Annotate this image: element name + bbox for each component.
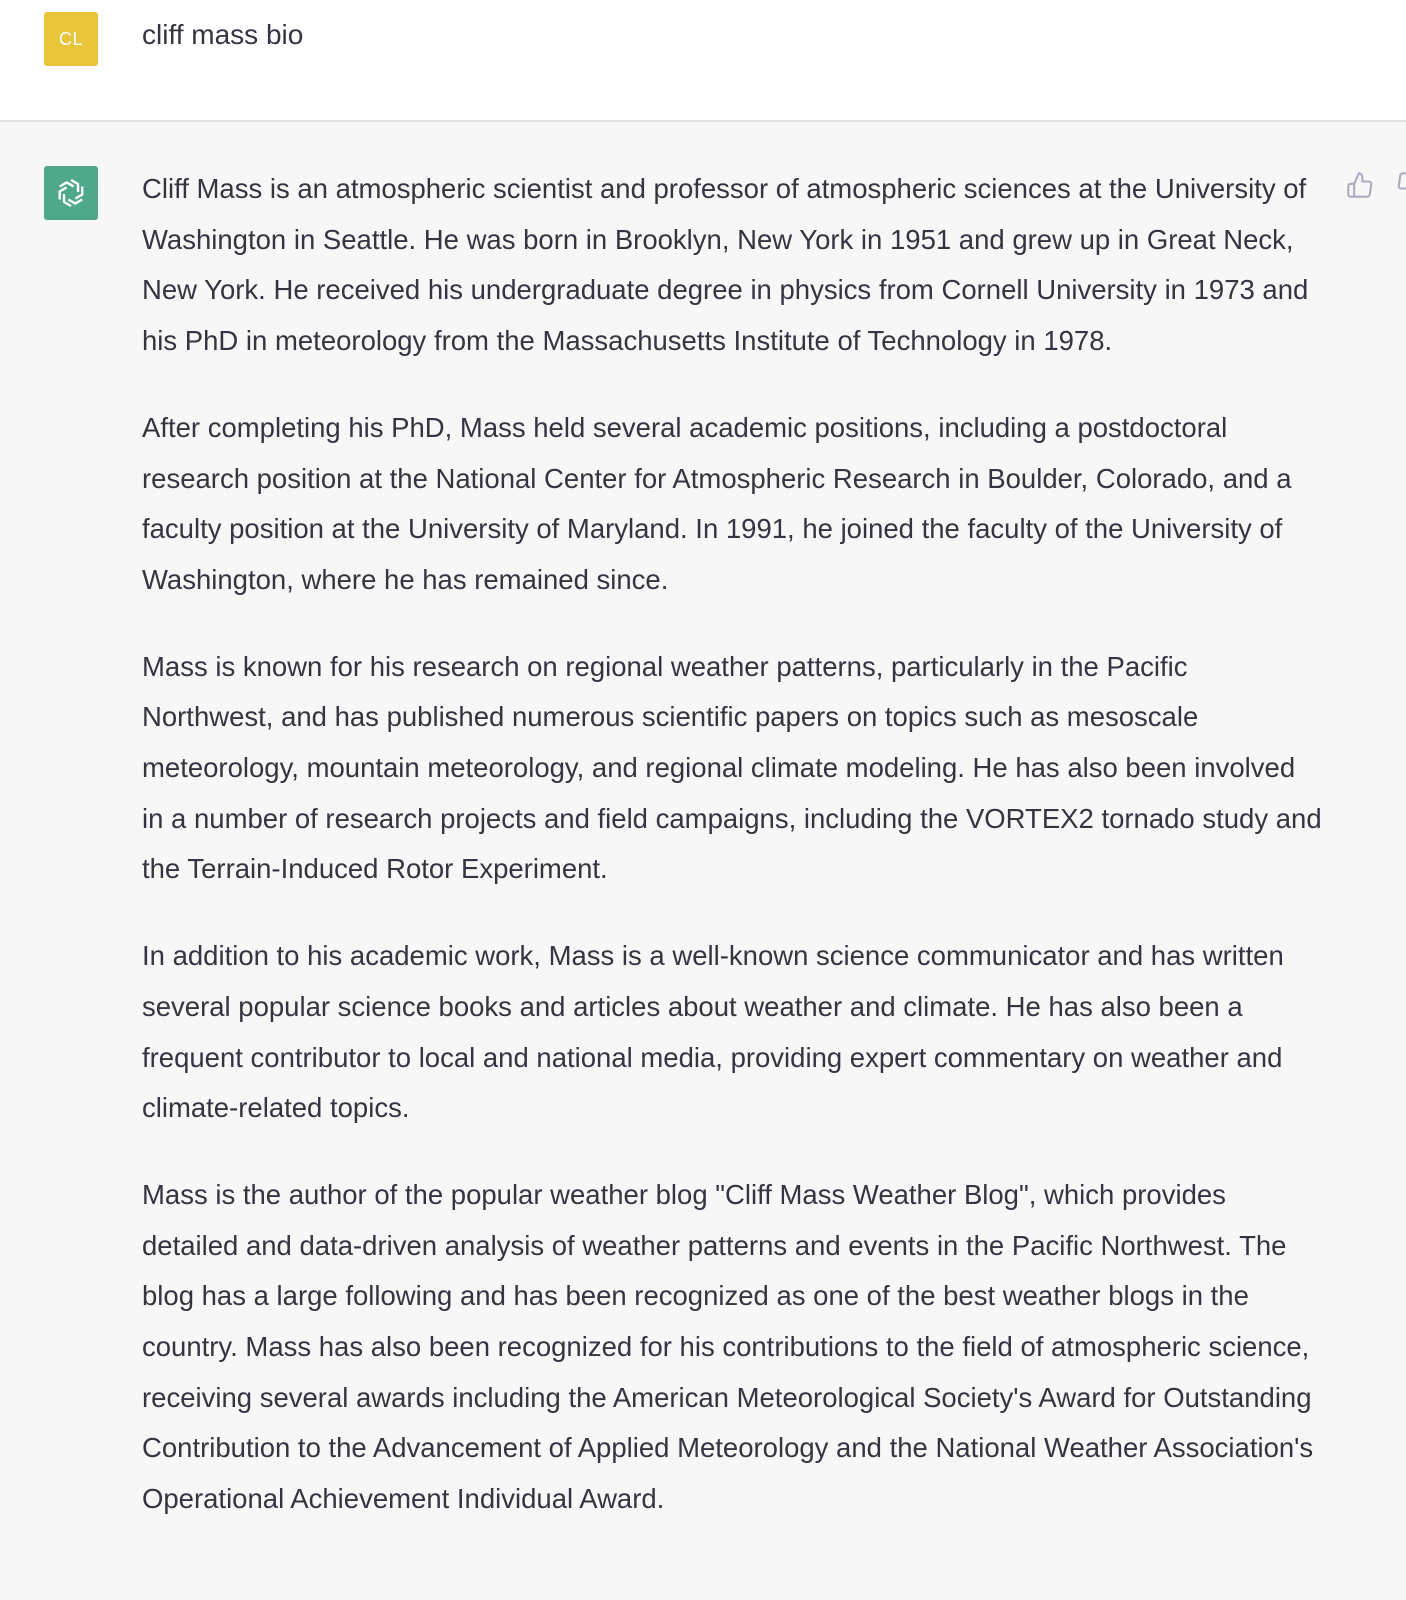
- assistant-avatar: [44, 166, 98, 220]
- user-avatar: [44, 12, 98, 66]
- response-paragraph: Cliff Mass is an atmospheric scientist and professor of atmospheric sciences at the University of Washington in Seattle. He was born in Brooklyn, New York in 1951 and grew up in Great Neck, New York. He received his undergraduate degree in physics from Cornell University in 1973 and his PhD in meteorology from the Massachusetts Institute of Technology in 1978.: [142, 173, 1309, 357]
- assistant-response: [142, 164, 1322, 1561]
- assistant-message: [0, 122, 1406, 1600]
- user-avatar-initials: CL: [58, 28, 83, 49]
- response-paragraph: Mass is the author of the popular weather blog "Cliff Mass Weather Blog", which provides detailed and data-driven analysis of weather patterns and events in the Pacific Northwest. The blog has a large following and has been recognized as one of the best weather blogs in the country. Mass has also been recognized for his contributions to the field of atmospheric science, receiving several awards including the American Meteorological Society's Award for Outstanding Contribution to the Advancement of Applied Meteorology and the National Weather Association's Operational Achievement Individual Award.: [142, 1178, 1314, 1515]
- response-paragraph: After completing his PhD, Mass held several academic positions, including a postdoctoral research position at the National Center for Atmospheric Research in Boulder, Colorado, and a faculty position at the University of Maryland. In 1991, he joined the faculty of the University of Washington, where he has remained since.: [142, 411, 1292, 595]
- user-message: [0, 0, 1406, 122]
- openai-logo-icon: [53, 175, 89, 211]
- response-paragraph: Mass is known for his research on regional weather patterns, particularly in the Pacific Northwest, and has published numerous scientific papers on topics such as mesoscale meteorology, mountain meteorology, and regional climate modeling. He has also been involved in a number of research projects and field campaigns, including the VORTEX2 tornado study and the Terrain-Induced Rotor Experiment.: [142, 650, 1322, 885]
- response-paragraph: In addition to his academic work, Mass is a well-known science communicator and has written several popular science books and articles about weather and climate. He has also been a frequent contributor to local and national media, providing expert commentary on weather and climate-related topics.: [142, 940, 1284, 1124]
- thumbs-down-button[interactable]: [1394, 168, 1406, 202]
- user-message-text: cliff mass bio: [142, 19, 304, 50]
- thumbs-up-button[interactable]: [1344, 168, 1376, 202]
- thumbs-up-icon: [1346, 170, 1374, 200]
- thumbs-down-icon: [1396, 170, 1406, 200]
